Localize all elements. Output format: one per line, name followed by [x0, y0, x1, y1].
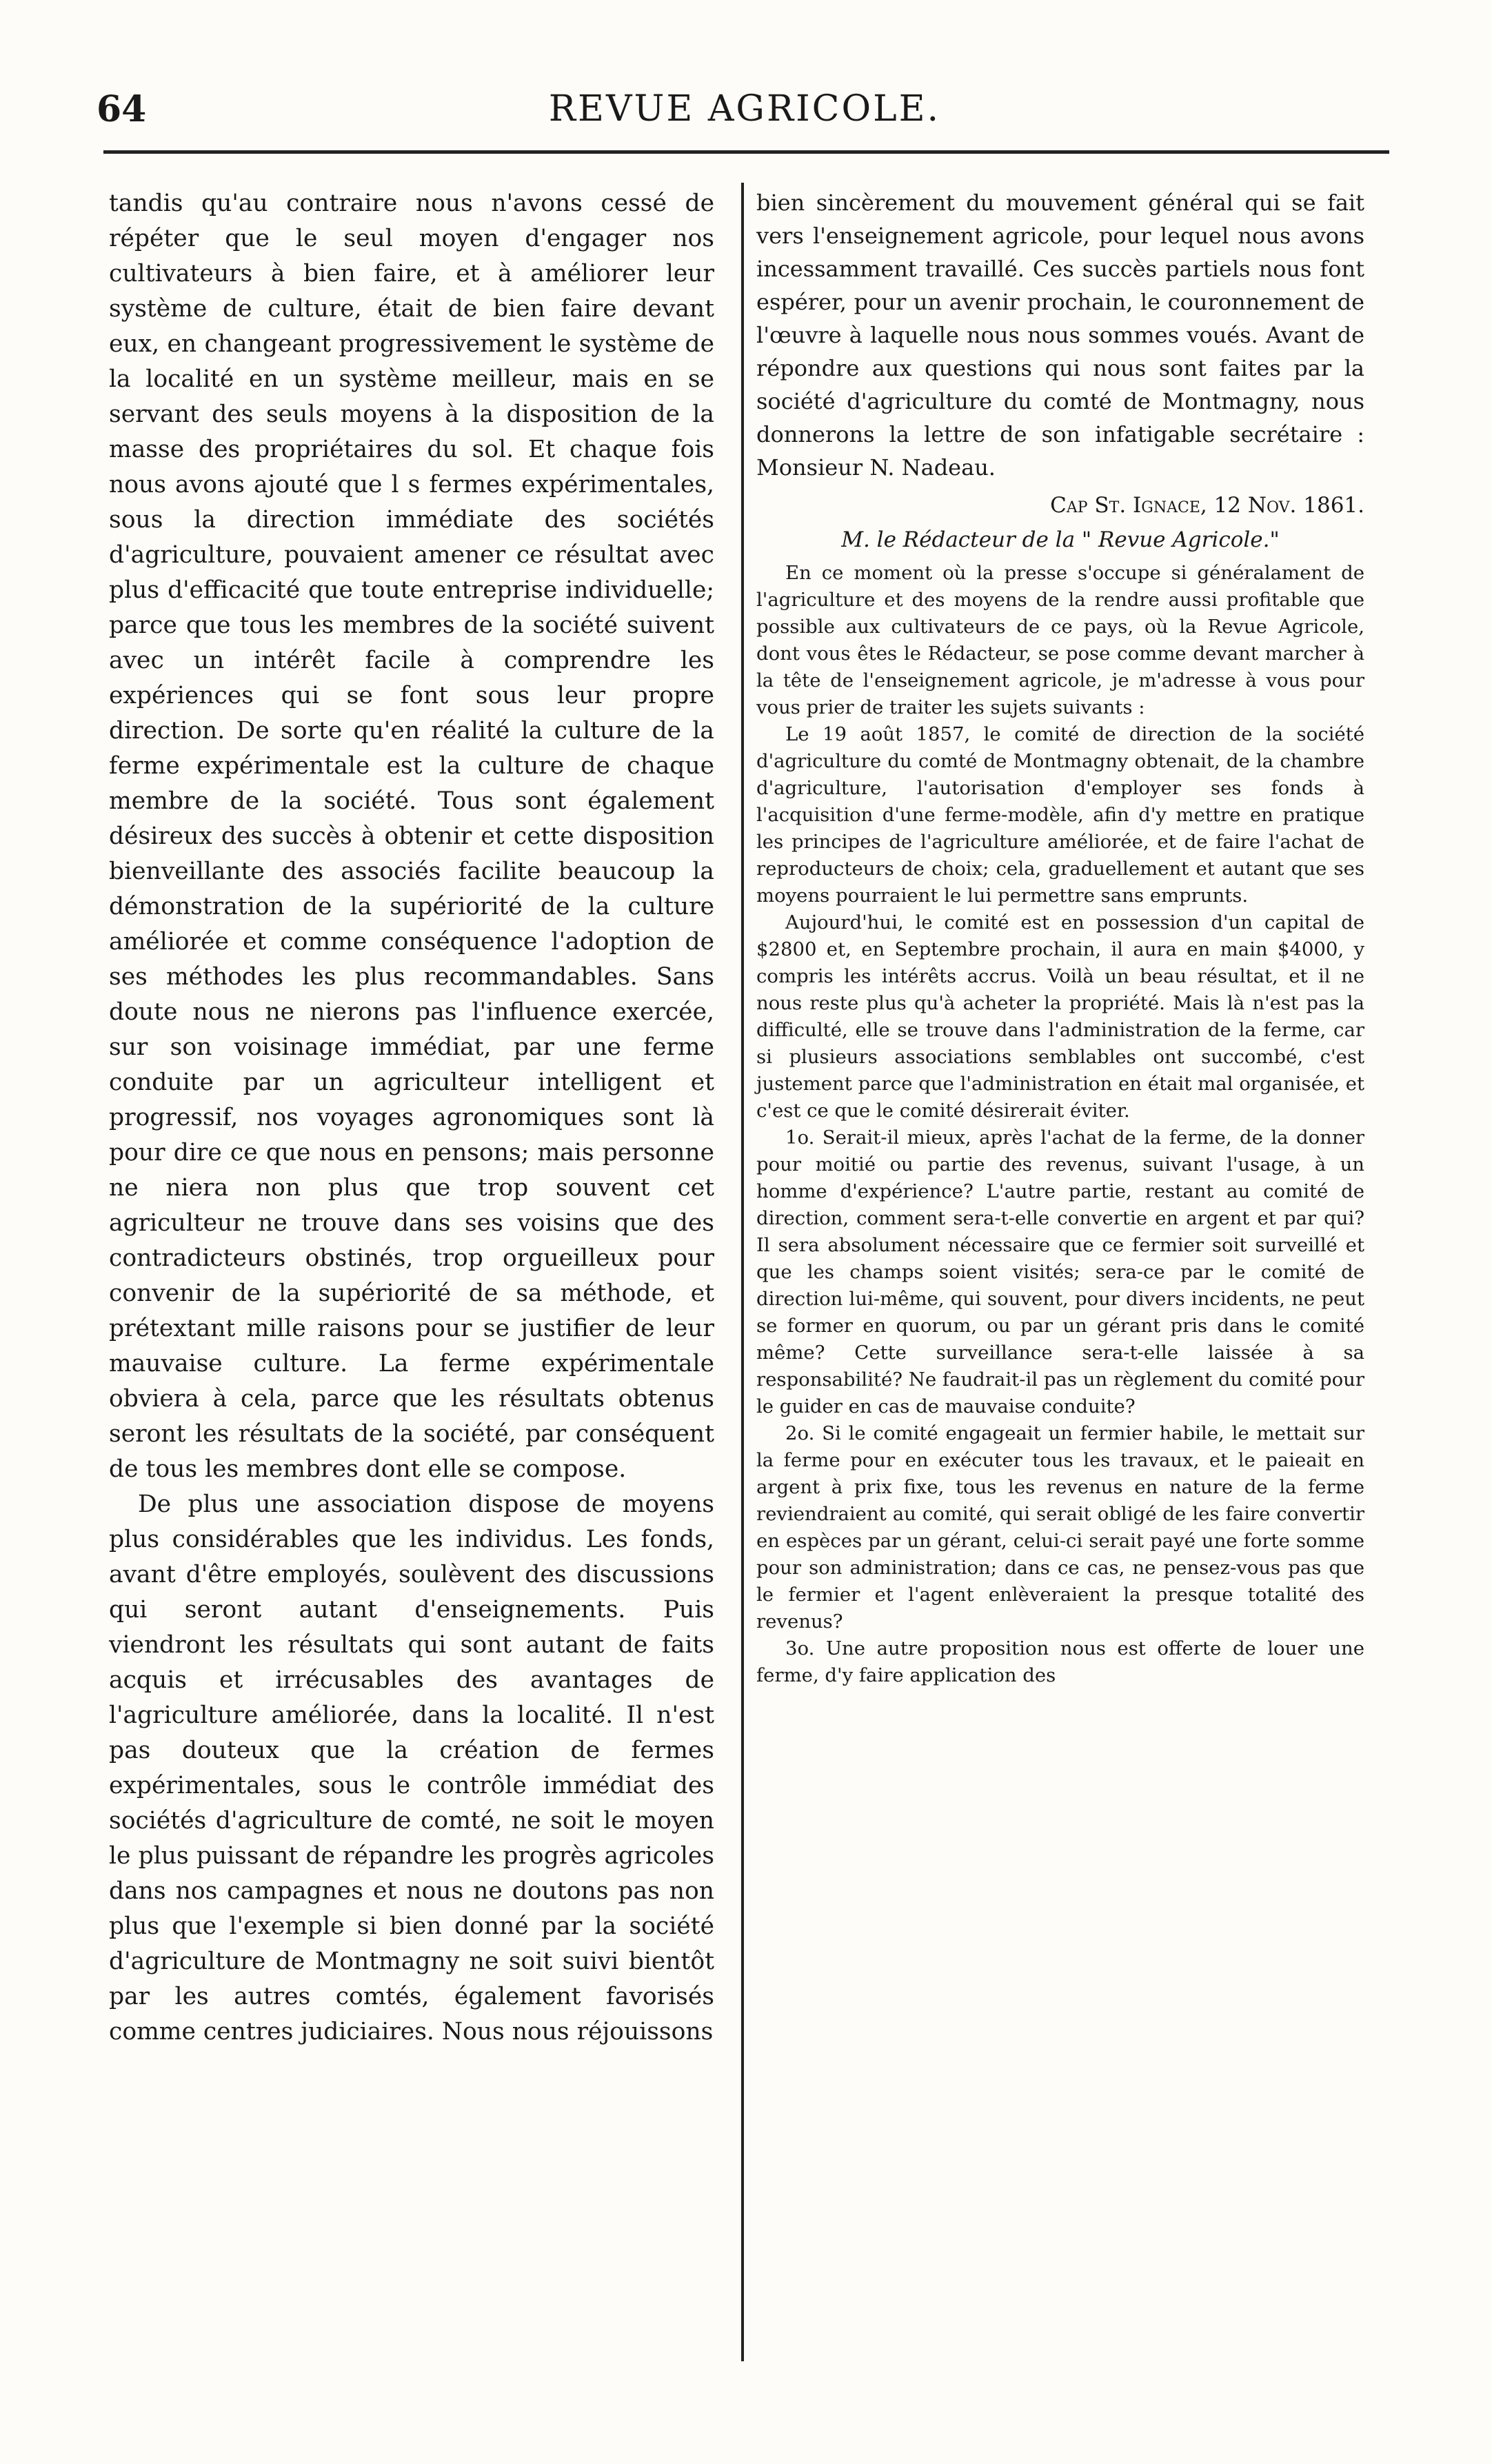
page-header — [97, 88, 1393, 143]
left-column — [109, 186, 714, 2050]
body-paragraph: De plus une association dispose de moyens plus considérables que les individus. Les fonds, avant d'être employés, soulèvent des discussions qui seront autant d'enseignements. Puis viendront les résultats qui sont autant de faits acquis et irrécusables des avantages de l'agriculture améliorée, dans la localité. Il n'est pas douteux que la création de fermes expérimentales, sous le contrôle immédiat des sociétés d'agriculture de comté, ne soit le moyen le plus puissant de répandre les progrès agricoles dans nos campagnes et nous ne doutons pas non plus que l'exemple si bien donné par la société d'agriculture de Montmagny ne soit suivi bientôt par les autres comtés, également favorisés comme centres judiciaires. Nous nous réjouissons — [109, 1491, 714, 2046]
letter-body — [756, 560, 1364, 1689]
letter-paragraph: Aujourd'hui, le comité est en possession d'un capital de $2800 et, en Septembre prochain, il aura en main $4000, y compris les intérêts accrus. Voilà un beau résultat, et il ne nous reste plus qu'à acheter la propriété. Mais là n'est pas la difficulté, elle se trouve dans l'administration de la ferme, car si plusieurs associations semblables ont succombé, c'est justement parce que l'administration en était mal organisée, et c'est ce que le comité désirerait éviter. — [756, 911, 1364, 1122]
header-rule — [103, 150, 1389, 154]
body-paragraph: bien sincèrement du mouvement général qui se fait vers l'enseignement agricole, pour lequel nous avons incessamment travaillé. Ces succès partiels nous font espérer, pour un avenir prochain, le couronnement de l'œuvre à laquelle nous nous sommes voués. Avant de répondre aux questions qui nous sont faites par la société d'agriculture du comté de Montmagny, nous donnerons la lettre de son infatigable secrétaire : Monsieur N. Nadeau. — [756, 190, 1364, 481]
letter-paragraph: 2o. Si le comité engageait un fermier habile, le mettait sur la ferme pour en exécuter tous les travaux, et le paieait en argent à prix fixe, tous les revenus en nature de la ferme reviendraient au comité, qui serait obligé de les faire convertir en espèces par un gérant, celui-ci serait payé une forte somme pour son administration; dans ce cas, ne pensez-vous pas que le fermier et l'agent enlèveraient la presque totalité des revenus? — [756, 1422, 1364, 1633]
body-paragraph: tandis qu'au contraire nous n'avons cessé de répéter que le seul moyen d'engager nos cultivateurs à bien faire, et à améliorer leur système de culture, était de bien faire devant eux, en changeant progressivement le système de la localité en un système meilleur, mais en se servant des seuls moyens à la disposition de la masse des propriétaires du sol. Et chaque fois nous avons ajouté que l s fermes expérimentales, sous la direction immédiate des sociétés d'agriculture, pouvaient amener ce résultat avec plus d'efficacité que toute entreprise individuelle; parce que tous les membres de la société suivent avec un intérêt facile à comprendre les expériences qui se font sous leur propre direction. De sorte qu'en réalité la culture de la ferme expérimentale est la culture de chaque membre de la société. Tous sont également désireux des succès à obtenir et cette disposition bienveillante des associés facilite beaucoup la démonstration de la supériorité de la culture améliorée et comme conséquence l'adoption de ses méthodes les plus recommandables. Sans doute nous ne nierons pas l'influence exercée, sur son voisinage immédiat, par une ferme conduite par un agriculteur intelligent et progressif, nos voyages agronomiques sont là pour dire ce que nous en pensons; mais personne ne niera non plus que trop souvent cet agriculteur ne trouve dans ses voisins que des contradicteurs obstinés, trop orgueilleux pour convenir de la supériorité de sa méthode, et prétextant mille raisons pour se justifier de leur mauvaise culture. La ferme expérimentale obviera à cela, parce que les résultats obtenus seront les résultats de la société, par conséquent de tous les membres dont elle se compose. — [109, 190, 714, 1483]
running-title: REVUE AGRICOLE. — [548, 88, 941, 130]
letter-paragraph: 3o. Une autre proposition nous est offerte de louer une ferme, d'y faire application des — [756, 1637, 1364, 1686]
page-number: 64 — [97, 88, 147, 130]
right-column — [756, 186, 1364, 1689]
column-divider — [741, 183, 744, 2361]
letter-paragraph: Le 19 août 1857, le comité de direction de la société d'agriculture du comté de Montmagny obtenait, de la chambre d'agriculture, l'autorisation d'employer ses fonds à l'acquisition d'une ferme-modèle, afin d'y mettre en pratique les principes de l'agriculture améliorée, et de faire l'achat de reproducteurs de choix; cela, graduellement et autant que ses moyens pourraient le lui permettre sans emprunts. — [756, 723, 1364, 907]
letter-paragraph: En ce moment où la presse s'occupe si généralament de l'agriculture et des moyens de la rendre aussi profitable que possible aux cultivateurs de ce pays, où la Revue Agricole, dont vous êtes le Rédacteur, se pose comme devant marcher à la tête de l'enseignement agricole, je m'adresse à vous pour vous prier de traiter les sujets suivants : — [756, 562, 1364, 718]
letter-salutation: M. le Rédacteur de la " Revue Agricole." — [841, 527, 1280, 552]
letter-paragraph: 1o. Serait-il mieux, après l'achat de la ferme, de la donner pour moitié ou partie des revenus, suivant l'usage, à un homme d'expérience? L'autre partie, restant au comité de direction, comment sera-t-elle convertie en argent et par qui? Il sera absolument nécessaire que ce fermier soit surveillé et que les champs soient visités; sera-ce par le comité de direction lui-même, qui souvent, pour divers incidents, ne peut se former en quorum, ou par un gérant pris dans le comité même? Cette surveillance sera-t-elle laissée à sa responsabilité? Ne faudrait-il pas un règlement du comité pour le guider en cas de mauvaise conduite? — [756, 1127, 1364, 1417]
letter-dateline: Cap St. Ignace, 12 Nov. 1861. — [1050, 493, 1364, 518]
